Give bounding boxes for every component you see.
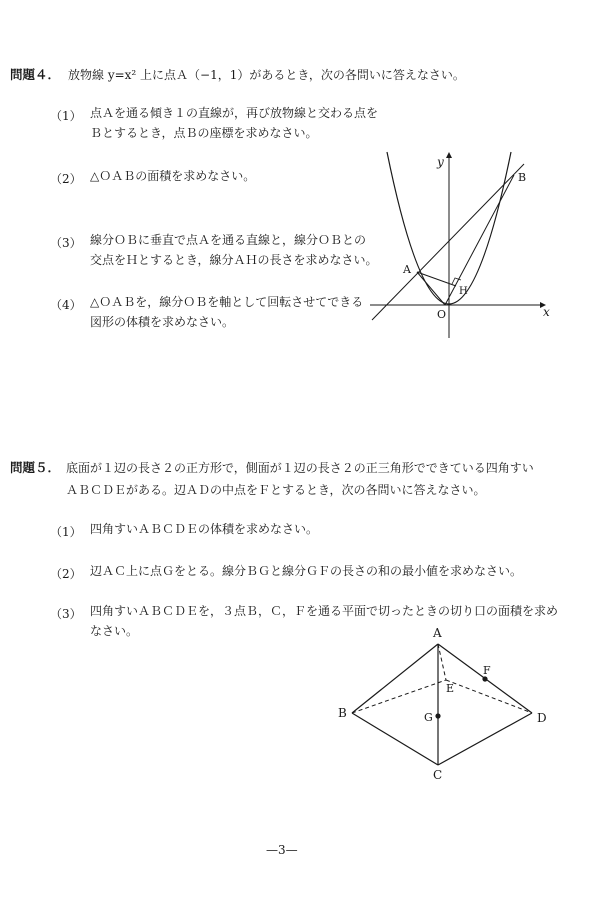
question-text-line: 四角すいＡＢＣＤＥの体積を求めなさい。 — [90, 522, 319, 536]
point-g — [435, 713, 440, 718]
label-y: y — [437, 155, 444, 169]
question-text-line: △ＯＡＢを，線分ＯＢを軸として回転させてできる — [90, 295, 364, 309]
question-text-line: 辺ＡＣ上に点Ｇをとる。線分ＢＧと線分ＧＦの長さの和の最小値を求めなさい。 — [90, 564, 523, 578]
label-b: B — [518, 171, 527, 184]
question-number: （1） — [50, 109, 82, 123]
label-o: O — [437, 308, 447, 321]
label-x: x — [543, 305, 550, 319]
problem5-title: 問題５． — [10, 460, 61, 475]
label-f: F — [483, 664, 491, 677]
question-number: （2） — [50, 172, 82, 186]
question-text-line: △ＯＡＢの面積を求めなさい。 — [90, 169, 256, 183]
question-number: （1） — [50, 525, 82, 539]
edge-cd — [438, 713, 532, 765]
question-text-line: 図形の体積を求めなさい。 — [90, 315, 235, 329]
question-text-line: 点Ａを通る傾き１の直線が，再び放物線と交わる点を — [90, 106, 379, 120]
label-g: G — [424, 711, 433, 724]
question-text-line: なさい。 — [90, 624, 139, 638]
question-number: （3） — [50, 236, 82, 250]
point-f — [482, 676, 487, 681]
page-number: —3— — [266, 843, 298, 857]
question-number: （2） — [50, 567, 82, 581]
label-a: A — [433, 626, 442, 640]
label-h: H — [459, 286, 468, 297]
label-d: D — [537, 711, 547, 725]
question-text-line: Ｂとするとき，点Ｂの座標を求めなさい。 — [90, 126, 318, 140]
label-a: A — [403, 263, 411, 276]
problem4-stem: 放物線 y=x² 上に点Ａ（−1，1）があるとき，次の各問いに答えなさい。 — [68, 68, 465, 82]
problem5-stem-line: ＡＢＣＤＥがある。辺ＡＤの中点をＦとするとき，次の各問いに答えなさい。 — [66, 483, 486, 497]
label-e: E — [446, 682, 455, 695]
problem4-title: 問題４． — [10, 67, 61, 82]
question-text-line: 交点をＨとするとき，線分ＡＨの長さを求めなさい。 — [90, 253, 378, 267]
question-text-line: 四角すいＡＢＣＤＥを，３点Ｂ，Ｃ，Ｆを通る平面で切ったときの切り口の面積を求め — [90, 604, 559, 618]
edge-ed-hidden — [446, 680, 532, 713]
label-b: B — [338, 706, 347, 720]
question-text-line: 線分ＯＢに垂直で点Ａを通る直線と，線分ＯＢとの — [90, 233, 367, 247]
question-number: （3） — [50, 607, 82, 621]
question-number: （4） — [50, 298, 82, 312]
label-c: C — [433, 768, 443, 782]
edge-ab — [352, 644, 438, 713]
edge-be-hidden — [352, 680, 446, 713]
problem5-stem-line: 底面が１辺の長さ２の正方形で，側面が１辺の長さ２の正三角形でできている四角すい — [66, 461, 534, 475]
